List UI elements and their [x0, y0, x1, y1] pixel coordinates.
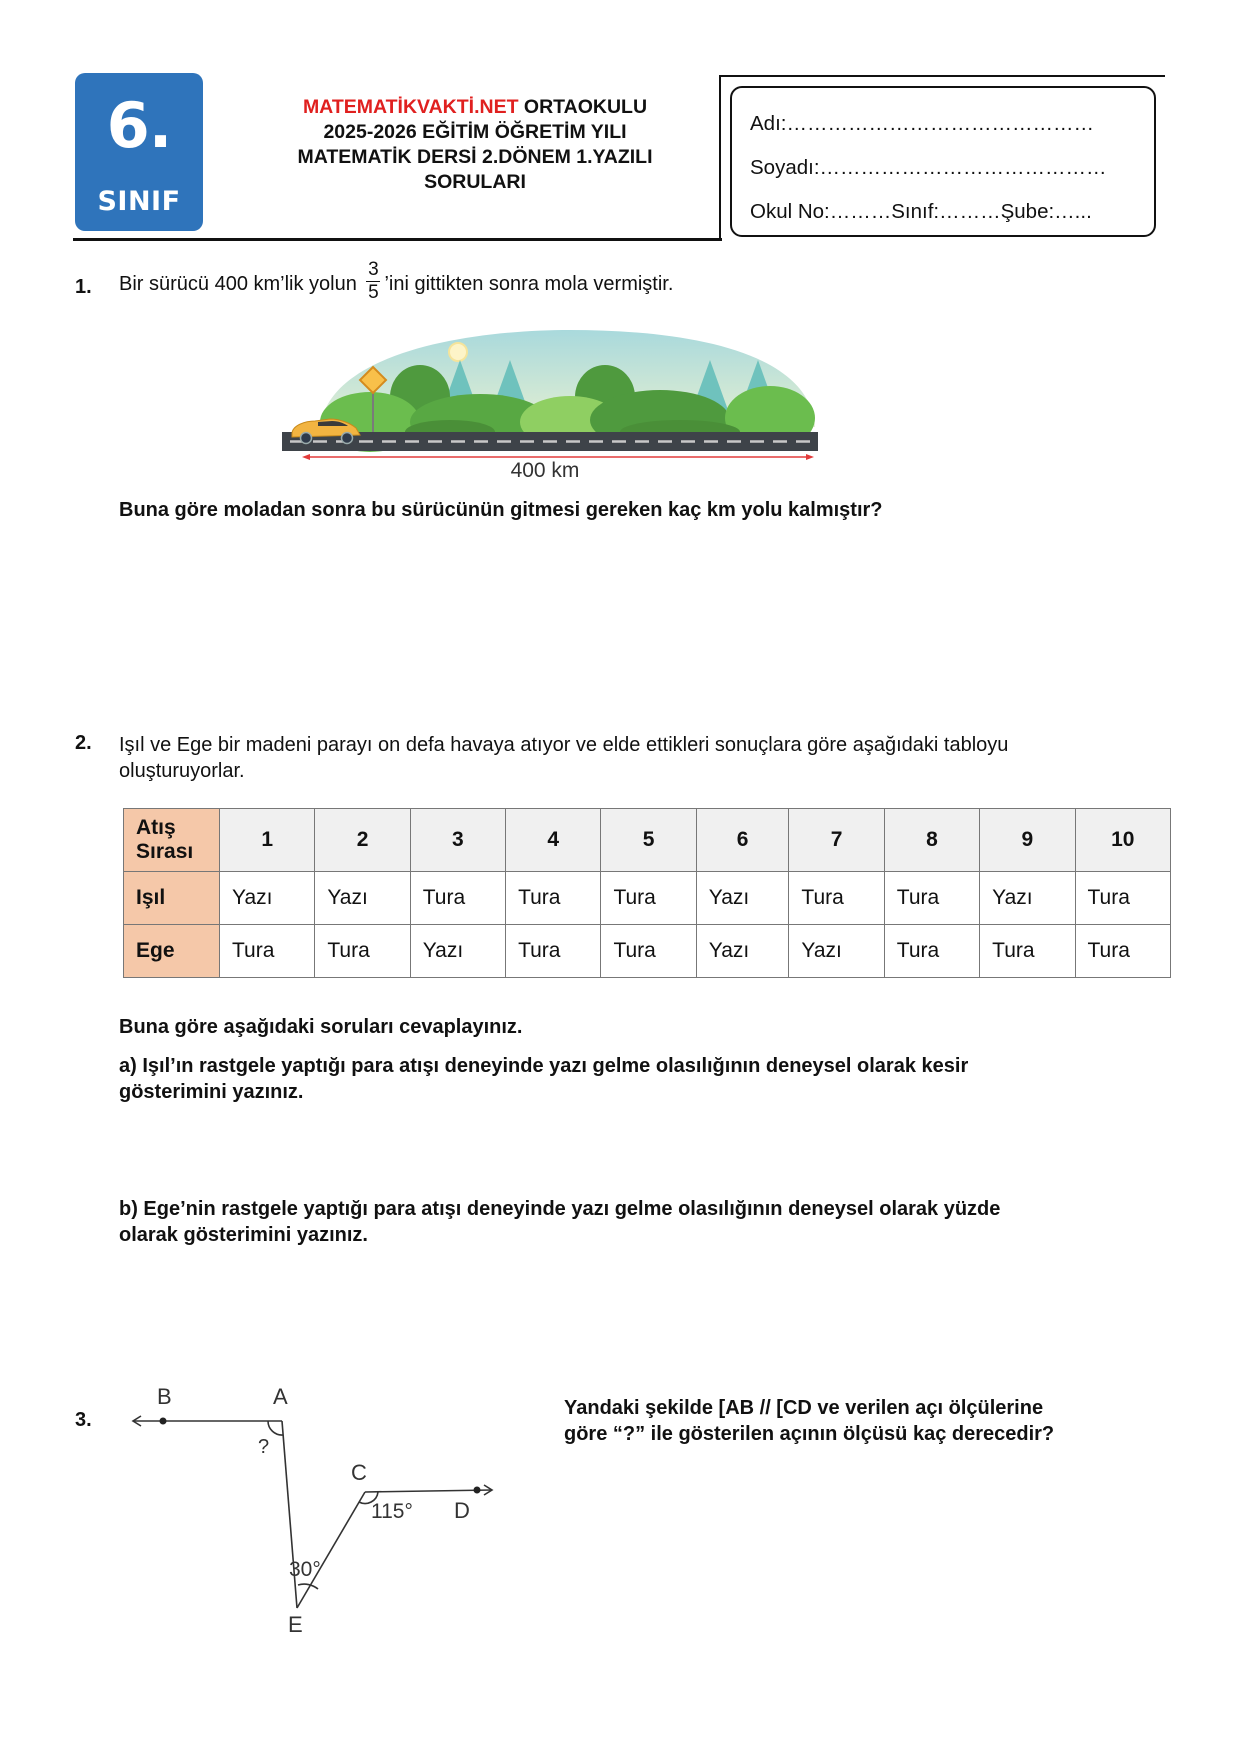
question-2-text: [119, 732, 1179, 784]
surname-field[interactable]: Soyadı:……………………………………: [750, 156, 1107, 179]
column-header: 4: [506, 809, 601, 872]
angle-c-115: 115°: [371, 1500, 413, 1523]
question-3-prompt-line2: göre “?” ile gösterilen açının ölçüsü kaç derecedir?: [564, 1423, 1055, 1445]
point-b-dot: [160, 1418, 167, 1425]
name-field[interactable]: Adı:………………………………………: [750, 112, 1094, 135]
question-1-prompt: Buna göre moladan sonra bu sürücünün gitmesi gereken kaç km yolu kalmıştır?: [119, 499, 883, 521]
column-header: 10: [1075, 809, 1171, 872]
table-cell: Tura: [884, 925, 979, 978]
table-cell: Tura: [601, 872, 696, 925]
sun-icon: [449, 343, 467, 361]
table-cell: Tura: [220, 925, 315, 978]
header-divider: [73, 238, 722, 241]
table-cell: Yazı: [696, 925, 789, 978]
table-cell: Yazı: [315, 872, 410, 925]
school-brand: MATEMATİKVAKTİ.NET: [302, 96, 519, 118]
grade-label: SINIF: [97, 186, 181, 217]
angle-a-unknown: ?: [258, 1436, 270, 1458]
column-header: 9: [980, 809, 1075, 872]
distance-label: 400 km: [510, 459, 580, 482]
question-2-text-line2: oluşturuyorlar.: [119, 760, 245, 782]
question-1-number: 1.: [75, 276, 92, 298]
label-point-b: B: [157, 1384, 172, 1409]
exam-subject: MATEMATİK DERSİ 2.DÖNEM 1.YAZILI: [297, 146, 653, 168]
question-2-part-b-line1: b) Ege’nin rastgele yaptığı para atışı deneyinde yazı gelme olasılığının deneysel olarak yüzde: [119, 1198, 1001, 1220]
question-1-text-before: Bir sürücü 400 km’lik yolun: [119, 273, 357, 295]
question-2-intro: Buna göre aşağıdaki soruları cevaplayınız.: [119, 1016, 523, 1038]
label-point-a: A: [273, 1384, 288, 1409]
table-cell: Tura: [980, 925, 1075, 978]
table-cell: Yazı: [410, 925, 505, 978]
question-2-part-b: [119, 1196, 1179, 1248]
table-cell: Yazı: [220, 872, 315, 925]
school-name-line: [240, 95, 710, 120]
geometry-diagram-icon: [125, 1390, 505, 1645]
table-header-row: [124, 809, 1171, 872]
question-1-text-after: ’ini gittikten sonra mola vermiştir.: [384, 273, 674, 295]
table-cell: Tura: [315, 925, 410, 978]
label-point-c: C: [351, 1460, 367, 1485]
question-2-part-a: [119, 1053, 1179, 1105]
column-header: 1: [220, 809, 315, 872]
road-illustration: [270, 322, 820, 487]
table-cell: Tura: [884, 872, 979, 925]
table-cell: Tura: [601, 925, 696, 978]
table-cell: Yazı: [789, 925, 884, 978]
table-row: [124, 925, 1171, 978]
grade-badge: [75, 73, 203, 231]
question-3-prompt-line1: Yandaki şekilde [AB // [CD ve verilen açı ölçülerine: [564, 1397, 1044, 1419]
parallel-lines-figure: [125, 1384, 505, 1645]
table-cell: Tura: [506, 925, 601, 978]
column-header: 3: [410, 809, 505, 872]
angle-e-30: 30°: [289, 1558, 321, 1581]
table-cell: Tura: [1075, 872, 1171, 925]
academic-year: 2025-2026 EĞİTİM ÖĞRETİM YILI: [323, 121, 627, 143]
column-header: 8: [884, 809, 979, 872]
column-header: 6: [696, 809, 789, 872]
road-icon: [282, 432, 818, 451]
label-point-e: E: [288, 1612, 303, 1637]
school-suffix: ORTAOKULU: [518, 96, 648, 118]
row-header-isil: Işıl: [124, 872, 220, 925]
question-2-text-line1: Işıl ve Ege bir madeni parayı on defa havaya atıyor ve elde ettikleri sonuçlara göre aşağıdaki tabloyu: [119, 734, 1009, 756]
table-cell: Tura: [1075, 925, 1171, 978]
table-cell: Yazı: [980, 872, 1075, 925]
question-2-number: 2.: [75, 732, 92, 754]
question-3-number: 3.: [75, 1409, 92, 1431]
point-d-dot: [474, 1487, 481, 1494]
column-header: 2: [315, 809, 410, 872]
column-header: 7: [789, 809, 884, 872]
school-number-class-section-field[interactable]: Okul No:………Sınıf:………Şube:…...: [750, 200, 1092, 223]
row-header-ege: Ege: [124, 925, 220, 978]
label-point-d: D: [454, 1498, 470, 1523]
table-header-label: Atış Sırası: [124, 809, 220, 872]
exam-title: [240, 95, 710, 195]
exam-subtitle: SORULARI: [424, 171, 526, 193]
table-cell: Yazı: [696, 872, 789, 925]
fraction-denominator: 5: [368, 282, 379, 304]
header-frame-vertical: [719, 75, 721, 241]
fraction-numerator: 3: [368, 259, 379, 281]
question-1-text: [119, 259, 674, 306]
table-cell: Tura: [789, 872, 884, 925]
header-frame-top: [719, 75, 1165, 77]
column-header: 5: [601, 809, 696, 872]
coin-toss-table: [123, 808, 1171, 978]
fraction-three-fifths: [366, 260, 380, 303]
grade-number: 6.: [106, 89, 172, 162]
table-cell: Tura: [506, 872, 601, 925]
table-cell: Tura: [410, 872, 505, 925]
question-3-prompt: [564, 1395, 1164, 1447]
question-2-part-b-line2: olarak gösterimini yazınız.: [119, 1224, 368, 1246]
table-row: [124, 872, 1171, 925]
student-info-box: [730, 86, 1156, 237]
question-2-part-a-line1: a) Işıl’ın rastgele yaptığı para atışı deneyinde yazı gelme olasılığının deneysel olarak kesir: [119, 1055, 969, 1077]
question-2-part-a-line2: gösterimini yazınız.: [119, 1081, 304, 1103]
